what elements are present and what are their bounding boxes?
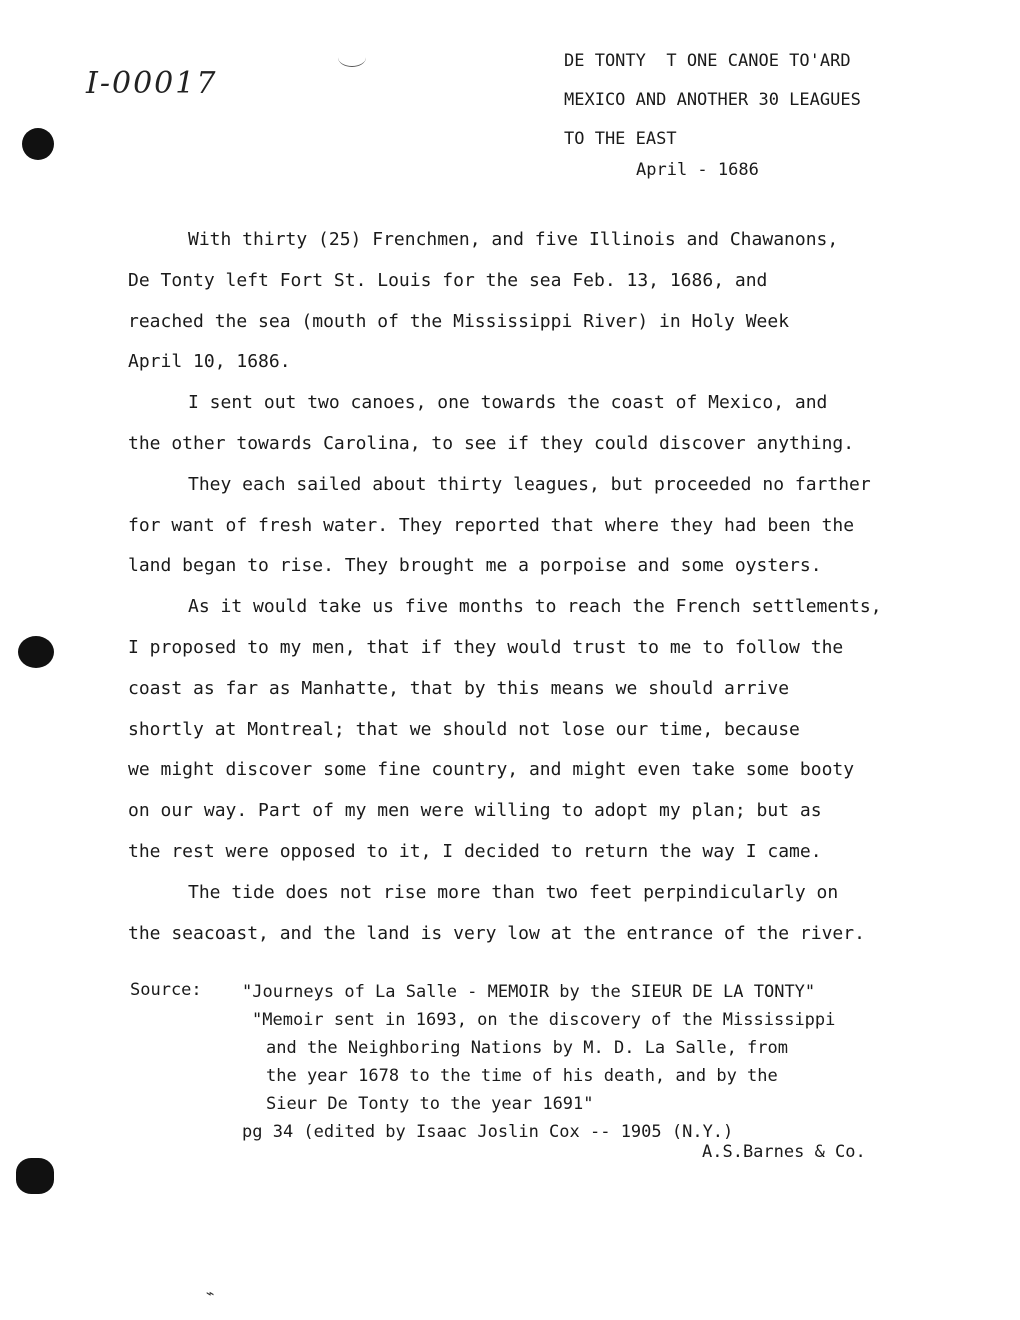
heading-line: TO THE EAST	[564, 129, 677, 149]
body-line: on our way. Part of my men were willing to adopt my plan; but as	[128, 800, 822, 822]
body-line: April 10, 1686.	[128, 351, 291, 373]
document-id: I-00017	[86, 66, 218, 101]
body-line: coast as far as Manhatte, that by this means we should arrive	[128, 677, 790, 699]
source-publisher: A.S.Barnes & Co.	[702, 1142, 866, 1162]
body-line: I sent out two canoes, one towards the coast of Mexico, and	[188, 392, 828, 414]
body-line: we might discover some fine country, and might even take some booty	[128, 759, 855, 781]
document-body	[128, 220, 968, 954]
source-line: and the Neighboring Nations by M. D. La Salle, from	[266, 1038, 788, 1058]
body-line: I proposed to my men, that if they would trust to me to follow the	[128, 636, 844, 658]
body-line: With thirty (25) Frenchmen, and five Illinois and Chawanons,	[188, 229, 839, 250]
source-line: "Memoir sent in 1693, on the discovery of the Mississippi	[252, 1010, 836, 1030]
body-line: the seacoast, and the land is very low at the entrance of the river.	[128, 922, 865, 944]
source-title: "Journeys of La Salle - MEMOIR by the SIEUR DE LA TONTY"	[242, 982, 816, 1002]
body-line: the rest were opposed to it, I decided to return the way I came.	[128, 840, 822, 862]
body-line: reached the sea (mouth of the Mississippi River) in Holy Week	[128, 310, 790, 332]
heading-line: DE TONTY T ONE CANOE TO'ARD	[564, 51, 851, 71]
source-line: the year 1678 to the time of his death, and by the	[266, 1066, 778, 1086]
punch-hole-middle	[18, 636, 54, 668]
body-line: They each sailed about thirty leagues, but proceeded no farther	[188, 473, 871, 495]
body-line: The tide does not rise more than two feet perpindicularly on	[188, 881, 839, 903]
heading-line: MEXICO AND ANOTHER 30 LEAGUES	[564, 90, 861, 110]
source-edition: pg 34 (edited by Isaac Joslin Cox -- 1905 (N.Y.)	[242, 1122, 734, 1142]
source-line: Sieur De Tonty to the year 1691"	[266, 1094, 594, 1114]
stray-pen-mark: ⌁	[206, 1286, 215, 1302]
body-line: shortly at Montreal; that we should not lose our time, because	[128, 718, 800, 740]
body-line: land began to rise. They brought me a porpoise and some oysters.	[128, 555, 822, 577]
document-date: April - 1686	[636, 160, 759, 180]
body-line: De Tonty left Fort St. Louis for the sea Feb. 13, 1686, and	[128, 269, 768, 291]
body-line: As it would take us five months to reach the French settlements,	[188, 596, 882, 618]
punch-hole-bottom	[16, 1158, 54, 1194]
source-label: Source:	[130, 980, 202, 1000]
ink-smudge-mark	[338, 48, 366, 67]
body-line: the other towards Carolina, to see if they could discover anything.	[128, 432, 855, 454]
document-heading	[564, 42, 861, 159]
punch-hole-top	[22, 128, 54, 160]
body-line: for want of fresh water. They reported that where they had been the	[128, 514, 855, 536]
